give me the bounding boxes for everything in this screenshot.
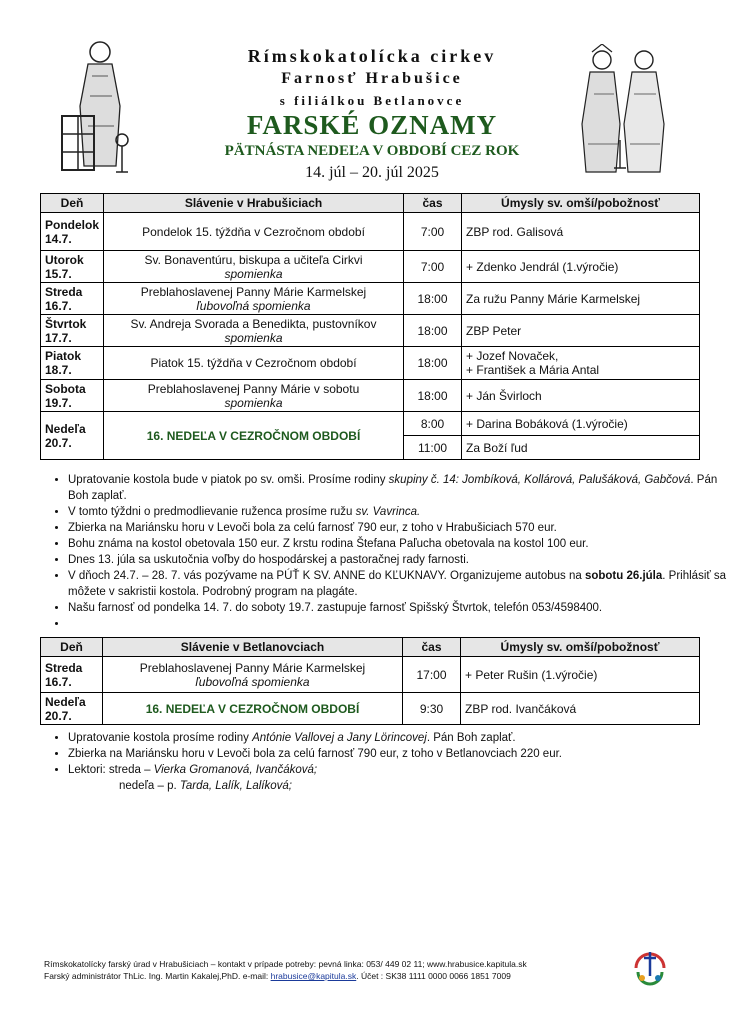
celebration-cell: Sv. Bonaventúru, biskupa a učiteľa Cirkvi spomienka xyxy=(104,251,404,283)
list-item: • Zbierka na Mariánsku horu v Levoči bola za celú farnosť 790 eur, z toho v Hrabušiciach 570 eur. xyxy=(68,520,728,536)
time-cell: 18:00 xyxy=(404,380,462,412)
announcements-hrabusice xyxy=(40,472,728,632)
celebration-cell: Pondelok 15. týždňa v Cezročnom období xyxy=(104,213,404,251)
date-range: 14. júl – 20. júl 2025 xyxy=(305,164,439,181)
schedule-table-betlanovce xyxy=(40,637,700,725)
day-cell: Pondelok 14.7. xyxy=(41,213,104,251)
list-item: • Dnes 13. júla sa uskutočnia voľby do hospodárskej a pastoračnej rady farnosti. xyxy=(68,552,728,568)
celebration-cell: Preblahoslavenej Panny Márie Karmelskej ľubovoľná spomienka xyxy=(103,657,403,693)
time-cell: 7:00 xyxy=(404,213,462,251)
table-row xyxy=(41,347,700,380)
col-header-day: Deň xyxy=(41,638,103,657)
time-cell: 11:00 xyxy=(404,436,462,460)
time-cell: 9:30 xyxy=(403,693,461,725)
parish-name: Farnosť Hrabušice xyxy=(281,70,463,87)
intention-cell: Za Boží ľud xyxy=(462,436,700,460)
table-row xyxy=(41,693,700,725)
col-header-celebration: Slávenie v Betlanovciach xyxy=(103,638,403,657)
day-cell: Piatok 18.7. xyxy=(41,347,104,380)
celebration-cell: 16. NEDEĽA V CEZROČNOM OBDOBÍ xyxy=(103,693,403,725)
table-row xyxy=(41,213,700,251)
church-name: Rímskokatolícka cirkev xyxy=(247,46,497,66)
day-cell: Nedeľa 20.7. xyxy=(41,693,103,725)
intention-cell: + Zdenko Jendrál (1.výročie) xyxy=(462,251,700,283)
time-cell: 18:00 xyxy=(404,347,462,380)
announcements-betlanovce xyxy=(40,730,728,778)
time-cell: 18:00 xyxy=(404,283,462,315)
list-item: • V tomto týždni o predmodlievanie ruženca prosíme ružu sv. Vavrinca. xyxy=(68,504,728,520)
day-cell: Nedeľa 20.7. xyxy=(41,412,104,460)
day-cell: Utorok 15.7. xyxy=(41,251,104,283)
intention-cell: ZBP rod. Galisová xyxy=(462,213,700,251)
intention-cell: Za ružu Panny Márie Karmelskej xyxy=(462,283,700,315)
list-item: • V dňoch 24.7. – 28. 7. vás pozývame na PÚŤ K SV. ANNE do KĽUKNAVY. Organizujeme autobus na sobotu 26.júla. Prihlásiť sa môžete v sakristii kostola. Podrobný program na plagáte. xyxy=(68,568,728,600)
list-item: • Lektori: streda – Vierka Gromanová, Ivančáková; xyxy=(68,762,728,778)
list-item: • Upratovanie kostola prosíme rodiny Antónie Vallovej a Jany Lörincovej. Pán Boh zaplať. xyxy=(68,730,728,746)
table-row xyxy=(41,251,700,283)
table-row xyxy=(41,283,700,315)
col-header-time: čas xyxy=(403,638,461,657)
celebration-cell: Piatok 15. týždňa v Cezročnom období xyxy=(104,347,404,380)
page-title: FARSKÉ OZNAMY xyxy=(246,110,498,140)
footer-contact: Rímskokatolícky farský úrad v Hrabušiciach – kontakt v prípade potreby: pevná linka: 053/ 449 02 11; www.hrabusice.kapitula.sk Farský administrátor ThLic. Ing. Martin Kakalej,PhD. e-mail: hrabusice@kapitula.sk. Účet : SK38 1111 0000 0066 1851 7009 xyxy=(44,959,527,981)
intention-cell: + Jozef Novaček, + František a Mária Antal xyxy=(462,347,700,380)
time-cell: 18:00 xyxy=(404,315,462,347)
time-cell: 8:00 xyxy=(404,412,462,436)
col-header-intentions: Úmysly sv. omší/pobožnosť xyxy=(462,194,700,213)
table-header-row xyxy=(41,194,700,213)
day-cell: Streda 16.7. xyxy=(41,283,104,315)
page-subtitle: PÄTNÁSTA NEDEĽA V OBDOBÍ CEZ ROK xyxy=(224,143,520,159)
col-header-celebration: Slávenie v Hrabušiciach xyxy=(104,194,404,213)
celebration-cell: Preblahoslavenej Panny Márie Karmelskej ľubovoľná spomienka xyxy=(104,283,404,315)
intention-cell: + Darina Bobáková (1.výročie) xyxy=(462,412,700,436)
celebration-cell: 16. NEDEĽA V CEZROČNOM OBDOBÍ xyxy=(104,412,404,460)
celebration-cell: Sv. Andreja Svorada a Benedikta, pustovníkov spomienka xyxy=(104,315,404,347)
col-header-time: čas xyxy=(404,194,462,213)
day-cell: Štvrtok 17.7. xyxy=(41,315,104,347)
list-item-empty xyxy=(68,616,728,632)
list-item: • Našu farnosť od pondelka 14. 7. do soboty 19.7. zastupuje farnosť Spišský Štvrtok, telefón 053/4598400. xyxy=(68,600,728,616)
table-row-sunday xyxy=(41,412,700,436)
intention-cell: + Ján Švirloch xyxy=(462,380,700,412)
filial-name: s filiálkou Betlanovce xyxy=(279,93,465,108)
time-cell: 17:00 xyxy=(403,657,461,693)
table-row xyxy=(41,380,700,412)
list-item: • Upratovanie kostola bude v piatok po sv. omši. Prosíme rodiny skupiny č. 14: Jombíková, Kollárová, Palušáková, Gabčová. Pán Boh zaplať. xyxy=(68,472,728,504)
list-item: • Zbierka na Mariánsku horu v Levoči bola za celú farnosť 790 eur, z toho v Betlanovciach 220 eur. xyxy=(68,746,728,762)
day-cell: Streda 16.7. xyxy=(41,657,103,693)
list-item: • Bohu známa na kostol obetovala 150 eur. Z krstu rodina Štefana Paľucha obetovala na kostol 100 eur. xyxy=(68,536,728,552)
table-row xyxy=(41,657,700,693)
schedule-table-hrabusice xyxy=(40,193,700,460)
intention-cell: ZBP Peter xyxy=(462,315,700,347)
lectors-sunday: nedeľa – p. Tarda, Lalík, Lalíková; xyxy=(119,780,292,792)
col-header-intentions: Úmysly sv. omší/pobožnosť xyxy=(461,638,700,657)
time-cell: 7:00 xyxy=(404,251,462,283)
table-header-row xyxy=(41,638,700,657)
intention-cell: ZBP rod. Ivančáková xyxy=(461,693,700,725)
jubilee-logo xyxy=(630,946,670,986)
table-row xyxy=(41,315,700,347)
intention-cell: + Peter Rušin (1.výročie) xyxy=(461,657,700,693)
day-cell: Sobota 19.7. xyxy=(41,380,104,412)
email-link[interactable]: hrabusice@kapitula.sk xyxy=(270,971,357,981)
celebration-cell: Preblahoslavenej Panny Márie v sobotu spomienka xyxy=(104,380,404,412)
col-header-day: Deň xyxy=(41,194,104,213)
